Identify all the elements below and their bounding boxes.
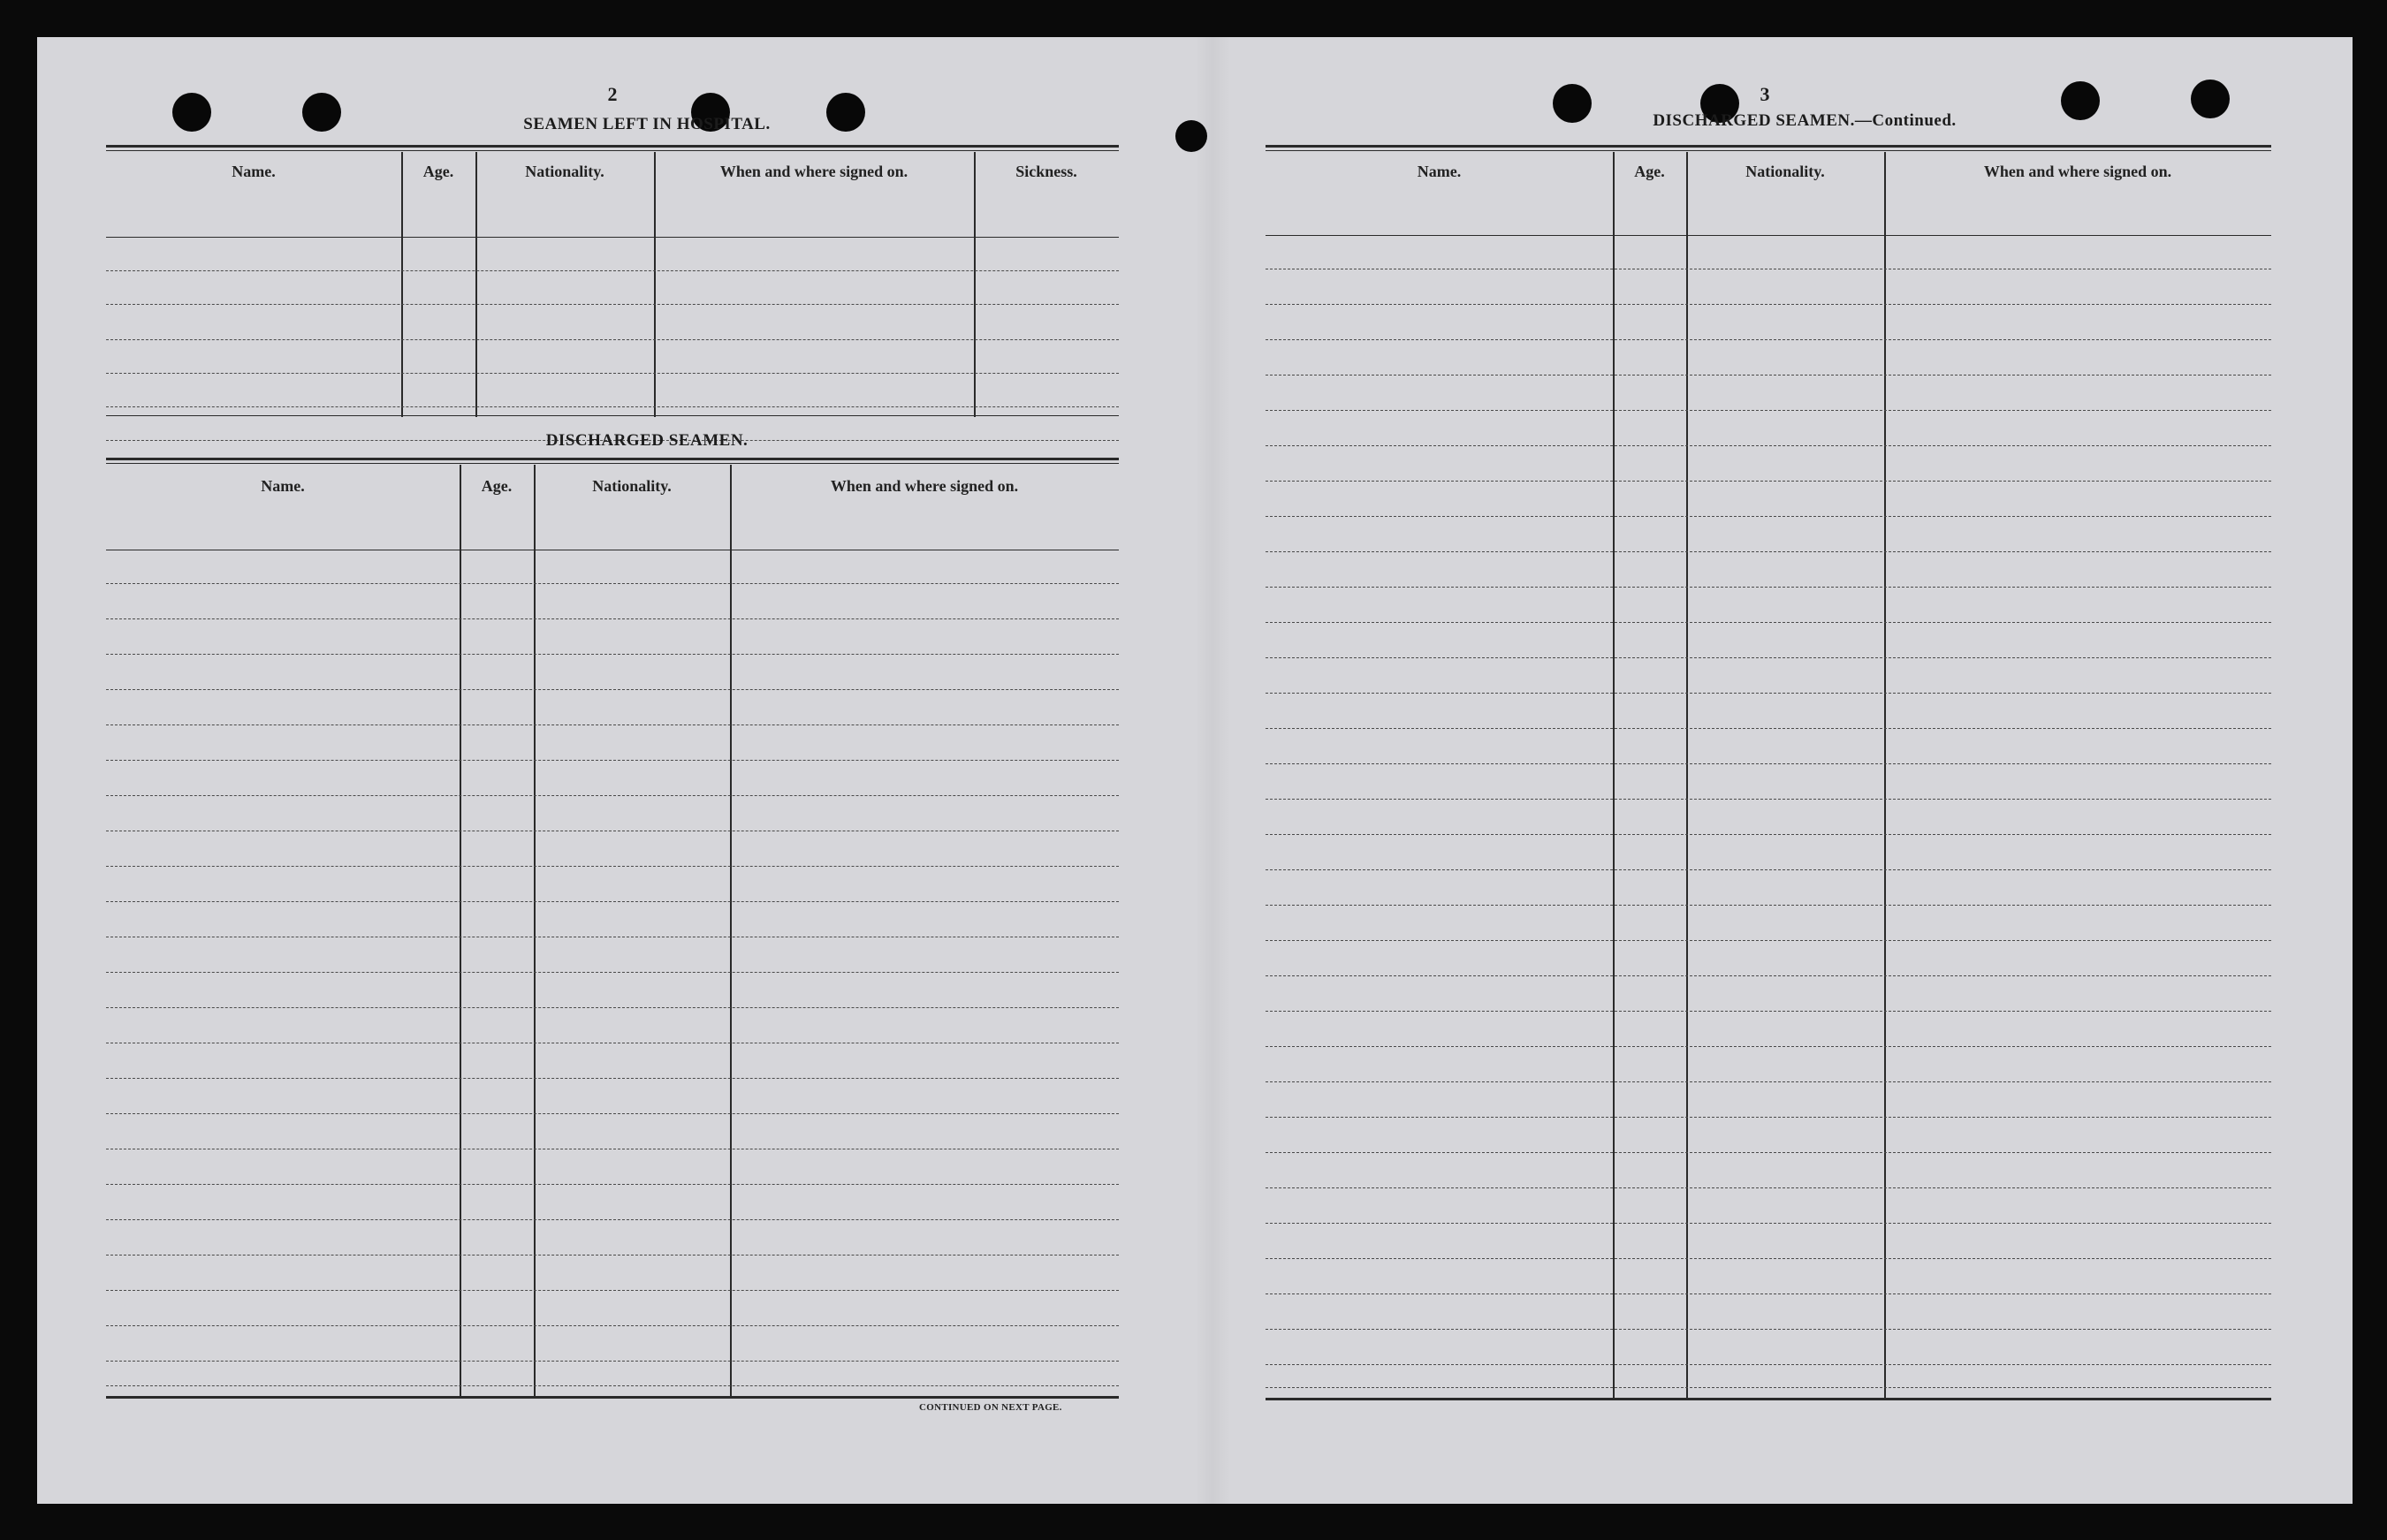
col-head-name: Name. — [1417, 163, 1462, 180]
table-row[interactable] — [106, 373, 1119, 374]
col-head-nationality: Nationality. — [1745, 163, 1825, 180]
table-row[interactable] — [1266, 375, 2271, 376]
table-row[interactable] — [106, 618, 1119, 619]
discharged-table-left — [106, 458, 1119, 1430]
table-row[interactable] — [106, 654, 1119, 655]
table-row[interactable] — [1266, 834, 2271, 835]
table-row[interactable] — [106, 901, 1119, 902]
table-row[interactable] — [1266, 481, 2271, 482]
table-row[interactable] — [106, 689, 1119, 690]
table-row[interactable] — [1266, 693, 2271, 694]
table-row[interactable] — [106, 1325, 1119, 1326]
table-row[interactable] — [1266, 905, 2271, 906]
table-row[interactable] — [106, 972, 1119, 973]
col-head-age: Age. — [1634, 163, 1665, 180]
table-row[interactable] — [106, 583, 1119, 584]
col-head-sickness: Sickness. — [1015, 163, 1077, 180]
page-number-left: 2 — [607, 83, 618, 105]
punch-hole — [172, 93, 211, 132]
table-row[interactable] — [1266, 339, 2271, 340]
table-row[interactable] — [106, 270, 1119, 271]
discharged-continued-title: DISCHARGED SEAMEN.—Continued. — [1653, 111, 1957, 130]
table-row[interactable] — [106, 1007, 1119, 1008]
table-row[interactable] — [106, 339, 1119, 340]
table-row[interactable] — [106, 1255, 1119, 1256]
table-row[interactable] — [106, 1219, 1119, 1220]
table-row[interactable] — [106, 1078, 1119, 1079]
table-row[interactable] — [106, 1290, 1119, 1291]
table-row[interactable] — [1266, 1046, 2271, 1047]
table-row[interactable] — [1266, 445, 2271, 446]
table-row[interactable] — [1266, 1223, 2271, 1224]
table-row[interactable] — [1266, 1152, 2271, 1153]
discharged-table-right — [1266, 145, 2271, 1435]
table-row[interactable] — [1266, 1329, 2271, 1330]
table-row[interactable] — [1266, 975, 2271, 976]
table-row[interactable] — [1266, 1293, 2271, 1294]
table-row[interactable] — [106, 795, 1119, 796]
col-head-nationality: Nationality. — [525, 163, 604, 180]
document-sheet — [37, 37, 2353, 1504]
table-row[interactable] — [106, 866, 1119, 867]
table-row[interactable] — [1266, 799, 2271, 800]
col-head-name: Name. — [261, 477, 305, 495]
table-row[interactable] — [1266, 657, 2271, 658]
punch-hole — [1175, 120, 1207, 152]
table-row[interactable] — [1266, 728, 2271, 729]
col-head-nationality: Nationality. — [592, 477, 672, 495]
table-row[interactable] — [106, 1361, 1119, 1362]
col-head-signed-on: When and where signed on. — [830, 477, 1019, 495]
table-row[interactable] — [1266, 551, 2271, 552]
table-row[interactable] — [1266, 1364, 2271, 1365]
col-head-age: Age. — [422, 163, 454, 180]
table-row[interactable] — [1266, 304, 2271, 305]
page-number-right: 3 — [1760, 83, 1770, 105]
table-row[interactable] — [1266, 587, 2271, 588]
page-fold — [1195, 37, 1230, 1504]
hospital-section-title: SEAMEN LEFT IN HOSPITAL. — [523, 115, 771, 133]
punch-hole — [2191, 80, 2230, 118]
table-row[interactable] — [106, 760, 1119, 761]
table-row[interactable] — [1266, 622, 2271, 623]
table-row[interactable] — [1266, 763, 2271, 764]
punch-hole — [302, 93, 341, 132]
col-head-signed-on: When and where signed on. — [719, 163, 908, 180]
col-head-age: Age. — [481, 477, 513, 495]
table-row[interactable] — [1266, 516, 2271, 517]
continued-on-next-page: CONTINUED ON NEXT PAGE. — [919, 1402, 1062, 1413]
col-head-signed-on: When and where signed on. — [1983, 163, 2172, 180]
table-row[interactable] — [1266, 1011, 2271, 1012]
table-row[interactable] — [1266, 940, 2271, 941]
col-head-name: Name. — [232, 163, 276, 180]
table-row[interactable] — [1266, 1187, 2271, 1188]
table-row[interactable] — [1266, 1081, 2271, 1082]
table-row[interactable] — [106, 724, 1119, 725]
table-row[interactable] — [1266, 410, 2271, 411]
table-row[interactable] — [106, 406, 1119, 407]
table-row[interactable] — [1266, 1258, 2271, 1259]
table-row[interactable] — [106, 1385, 1119, 1386]
table-row[interactable] — [106, 304, 1119, 305]
table-row[interactable] — [1266, 869, 2271, 870]
table-row[interactable] — [1266, 1387, 2271, 1388]
table-row[interactable] — [1266, 1117, 2271, 1118]
table-row[interactable] — [106, 1184, 1119, 1185]
table-row[interactable] — [106, 1113, 1119, 1114]
hospital-table — [106, 145, 1119, 459]
discharged-section-title: DISCHARGED SEAMEN. — [545, 431, 749, 450]
punch-hole — [2061, 81, 2100, 120]
